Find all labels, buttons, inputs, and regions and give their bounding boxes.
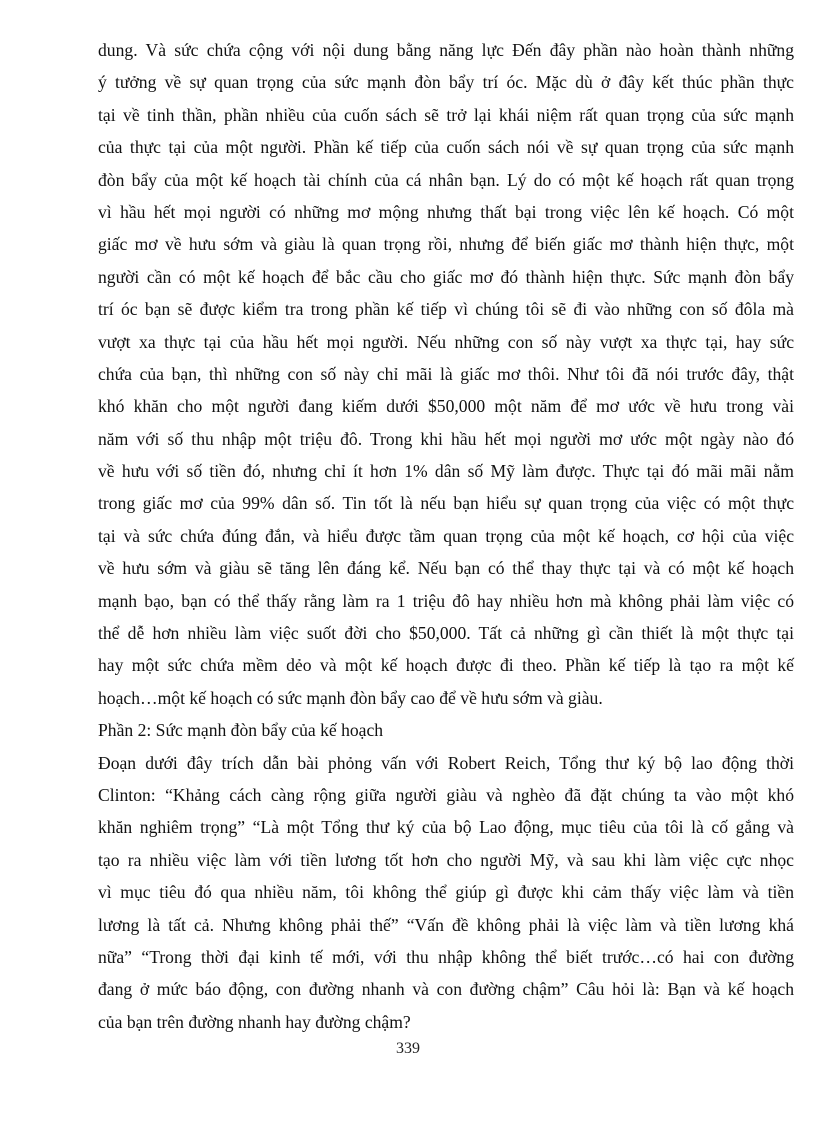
text-line: hay một sức chứa mềm dẻo và một kế hoạch được đi theo. Phần kế tiếp là tạo ra một kế xyxy=(98,655,794,676)
text-line: mạnh bạo, bạn có thể thấy rằng làm ra 1 triệu đô hay nhiều hơn mà không phải làm việc có xyxy=(98,590,794,611)
text-line: vượt xa thực tại của hầu hết mọi người. Nếu những con số này vượt xa thực tại, hay sức xyxy=(98,331,794,352)
text-line: vì hầu hết mọi người có những mơ mộng nhưng thất bại trong việc lên kế hoạch. Có một xyxy=(98,201,794,222)
text-line: đang ở mức báo động, con đường nhanh và con đường chậm” Câu hỏi là: Bạn và kế hoạch xyxy=(98,979,794,1000)
text-line: thể dễ hơn nhiều làm việc suốt đời cho $50,000. Tất cả những gì cần thiết là một thực tại xyxy=(98,623,794,644)
text-line: khó khăn cho một người đang kiếm dưới $50,000 một năm để mơ ước về hưu trong vài xyxy=(98,396,794,417)
text-line: trong giấc mơ của 99% dân số. Tin tốt là nếu bạn hiểu sự quan trọng của việc có một thực xyxy=(98,493,794,514)
text-line: Đoạn dưới đây trích dẫn bài phỏng vấn với Robert Reich, Tổng thư ký bộ lao động thời xyxy=(98,752,794,773)
text-line: tạo ra nhiều việc làm với tiền lương tốt hơn cho người Mỹ, và sau khi làm việc cực nhọc xyxy=(98,849,794,870)
text-line: của thực tại của một người. Phần kế tiếp của cuốn sách nói về sự quan trọng của sức mạnh xyxy=(98,137,794,158)
body-text xyxy=(98,34,794,1038)
text-line: của bạn trên đường nhanh hay đường chậm? xyxy=(98,1011,411,1032)
text-line: về hưu với số tiền đó, nhưng chỉ ít hơn 1% dân số Mỹ làm được. Thực tại đó mãi mãi nằm xyxy=(98,461,794,482)
section-heading: Phần 2: Sức mạnh đòn bẩy của kế hoạch xyxy=(98,720,384,741)
text-line: lương là tất cả. Nhưng không phải thế” “Vấn đề không phải là việc làm và tiền lương khá xyxy=(98,914,794,935)
text-line: khăn nghiêm trọng” “Là một Tổng thư ký của bộ Lao động, mục tiêu của tôi là cố gắng và xyxy=(98,817,794,838)
text-line: vì mục tiêu đó qua nhiều năm, tôi không thể giúp gì được khi cảm thấy việc làm và tiền xyxy=(98,882,794,903)
text-line: giấc mơ về hưu sớm và giàu là quan trọng rồi, nhưng để biến giấc mơ thành hiện thực, một xyxy=(98,234,794,255)
text-line: chứa của bạn, thì những con số này chỉ mãi là giấc mơ thôi. Như tôi đã nói trước đây, thật xyxy=(98,363,794,384)
text-line: về hưu sớm và giàu sẽ tăng lên đáng kể. Nếu bạn có thể thay thực tại và có một kế hoạch xyxy=(98,558,794,579)
text-line: người cần có một kế hoạch để bắc cầu cho giấc mơ đó thành hiện thực. Sức mạnh đòn bẩy xyxy=(98,266,794,287)
text-line: tại và sức chứa đúng đắn, và hiểu được tầm quan trọng của một kế hoạch, cơ hội của việc xyxy=(98,525,794,546)
text-line: hoạch…một kế hoạch có sức mạnh đòn bẩy cao để về hưu sớm và giàu. xyxy=(98,687,603,708)
text-line: nữa” “Trong thời đại kinh tế mới, với thu nhập không thể biết trước…có hai con đường xyxy=(98,946,794,967)
text-line: tại về tinh thần, phần nhiều của cuốn sách sẽ trở lại khái niệm rất quan trọng của sức mạnh xyxy=(98,104,794,125)
text-line: đòn bẩy của một kế hoạch tài chính của cá nhân bạn. Lý do có một kế hoạch rất quan trọng xyxy=(98,169,794,190)
text-line: trí óc bạn sẽ được kiểm tra trong phần kế tiếp vì chúng tôi sẽ đi vào những con số đôla mà xyxy=(98,299,794,320)
text-line: dung. Và sức chứa cộng với nội dung bằng năng lực Đến đây phần nào hoàn thành những xyxy=(98,40,794,60)
page-number: 339 xyxy=(396,1040,420,1057)
text-line: năm với số thu nhập một triệu đô. Trong khi hầu hết mọi người mơ ước một ngày nào đó xyxy=(98,428,794,449)
text-line: Clinton: “Khảng cách càng rộng giữa người giàu và nghèo đã đặt chúng ta vào một khó xyxy=(98,784,794,805)
text-line: ý tưởng về sự quan trọng của sức mạnh đòn bẩy trí óc. Mặc dù ở đây kết thúc phần thực xyxy=(98,72,794,93)
